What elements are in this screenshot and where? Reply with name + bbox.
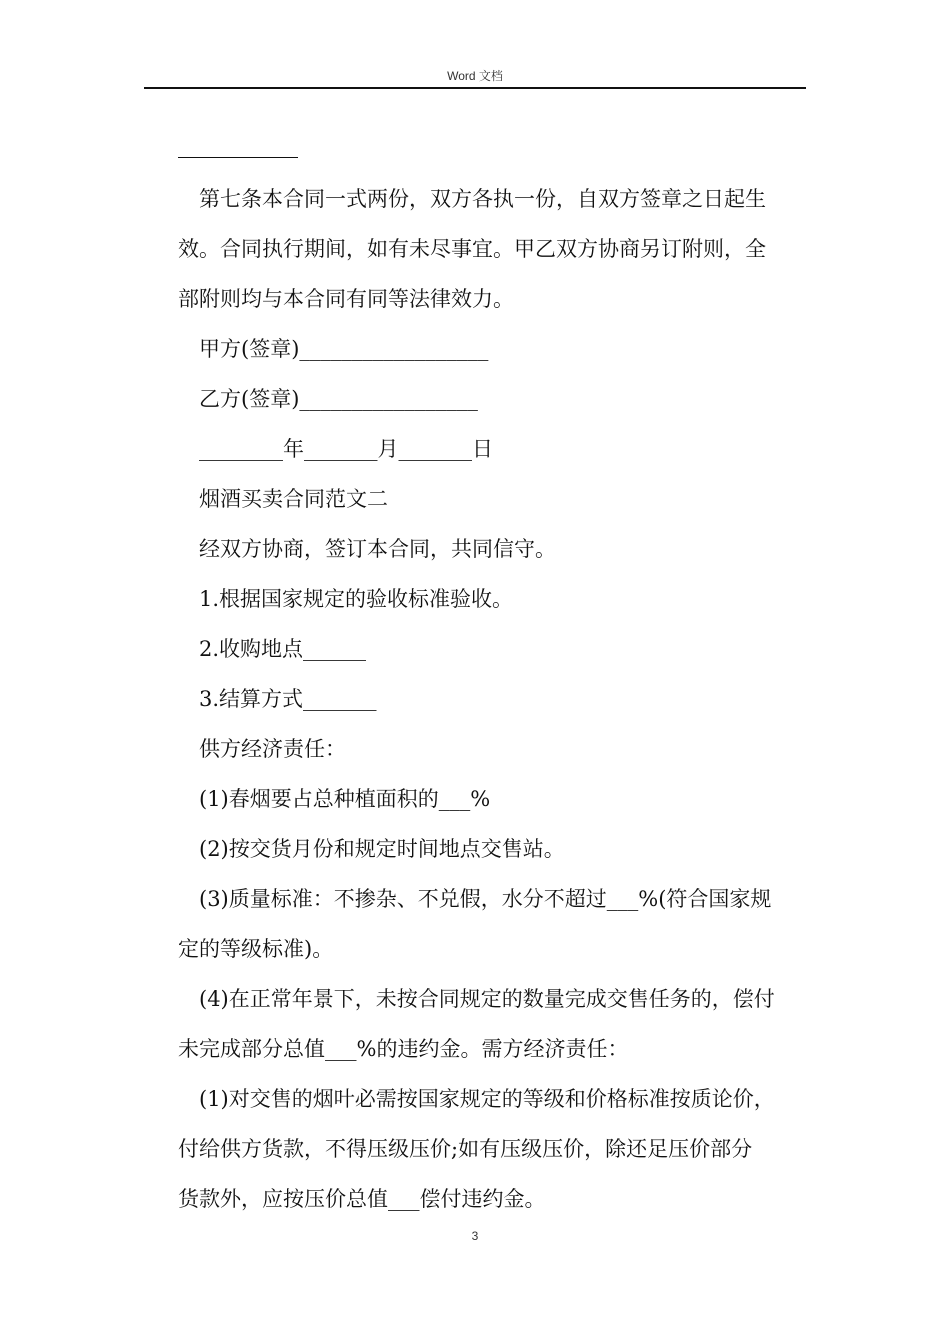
- supplier-item-2: (2)按交货月份和规定时间地点交售站。: [199, 837, 565, 861]
- article-seven-paragraph: [178, 174, 806, 324]
- supplier-responsibility-heading: 供方经济责任：: [199, 737, 346, 761]
- paragraph-line: (1)对交售的烟叶必需按国家规定的等级和价格标准按质论价，: [199, 1087, 775, 1111]
- paragraph-line: 部附则均与本合同有同等法律效力。: [178, 287, 514, 311]
- paragraph-line: 货款外，应按压价总值___偿付违约金。: [178, 1187, 546, 1211]
- signature-blank-line: [178, 124, 806, 174]
- paragraph-line: 付给供方货款，不得压级压价;如有压级压价，除还足压价部分: [178, 1137, 753, 1161]
- header-rule: [144, 87, 806, 89]
- clause-3: 3.结算方式_______: [199, 687, 377, 711]
- date-line: ________年_______月_______日: [199, 437, 493, 461]
- paragraph-line: 未完成部分总值___%的违约金。需方经济责任：: [178, 1037, 629, 1061]
- paragraph-line: 效。合同执行期间，如有未尽事宜。甲乙双方协商另订附则，全: [178, 237, 766, 261]
- paragraph-line: 定的等级标准)。: [178, 937, 334, 961]
- supplier-item-3: [178, 874, 806, 974]
- document-body: [178, 124, 806, 1224]
- paragraph-line: 第七条本合同一式两份，双方各执一份，自双方签章之日起生: [199, 187, 766, 211]
- paragraph-line: (3)质量标准：不掺杂、不兑假，水分不超过___%(符合国家规: [199, 887, 772, 911]
- party-a-signature: 甲方(签章)__________________: [199, 337, 489, 361]
- fill-in-blank: [178, 124, 298, 158]
- supplier-item-4: [178, 974, 806, 1074]
- clause-2: 2.收购地点______: [199, 637, 367, 661]
- page-number: 3: [471, 1229, 479, 1243]
- page-header: Word 文档: [447, 69, 503, 83]
- section-title: 烟酒买卖合同范文二: [199, 487, 388, 511]
- party-b-signature: 乙方(签章)_________________: [199, 387, 478, 411]
- supplier-item-1: (1)春烟要占总种植面积的___%: [199, 787, 491, 811]
- clause-1: 1.根据国家规定的验收标准验收。: [199, 587, 514, 611]
- paragraph-line: (4)在正常年景下，未按合同规定的数量完成交售任务的，偿付: [199, 987, 775, 1011]
- intro-paragraph: 经双方协商，签订本合同，共同信守。: [199, 537, 556, 561]
- buyer-item-1: [178, 1074, 806, 1224]
